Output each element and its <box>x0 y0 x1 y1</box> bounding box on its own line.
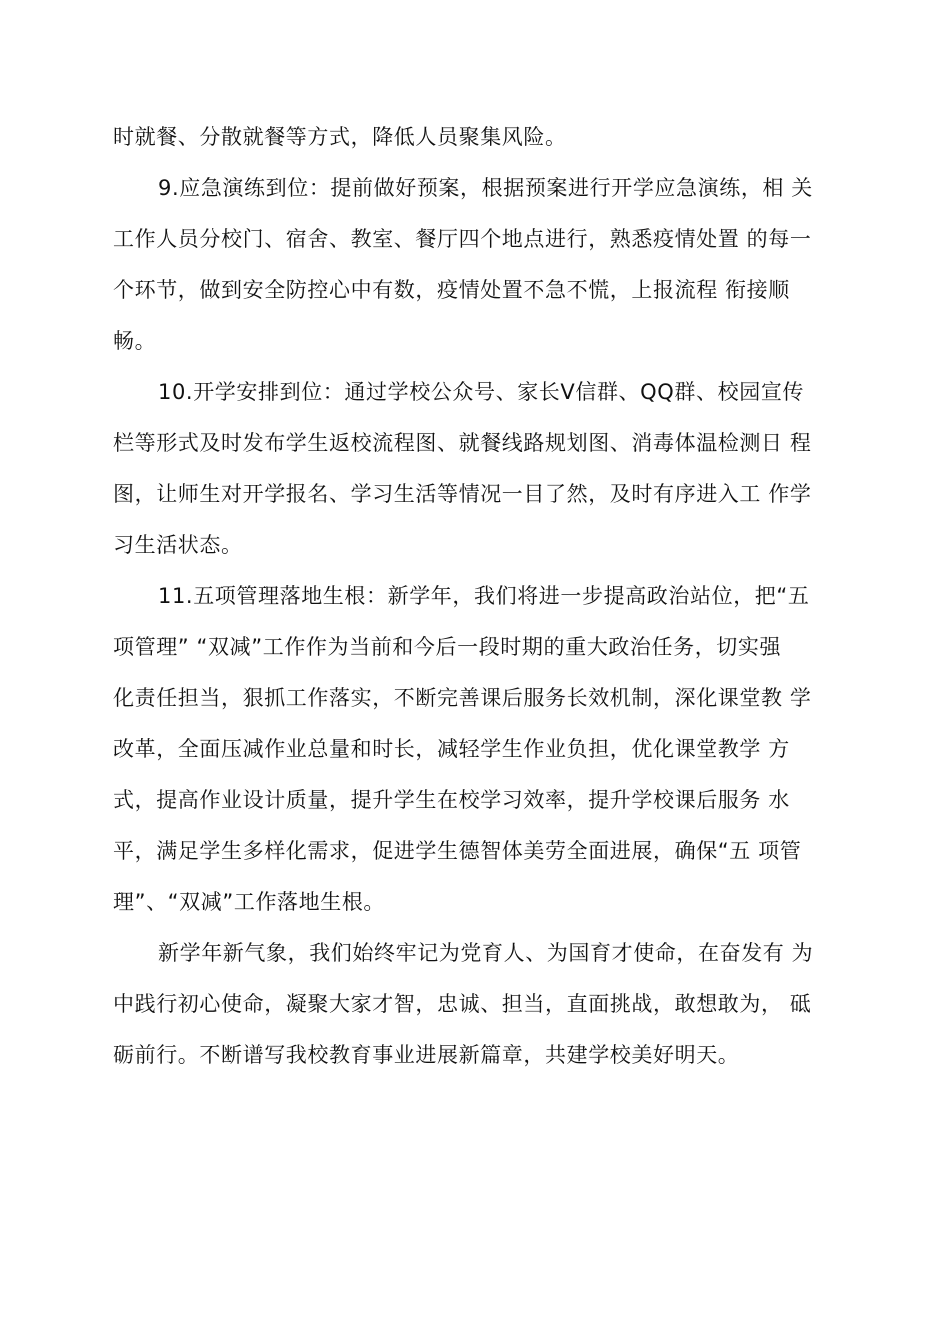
body-text-line: 时就餐、分散就餐等方式，降低人员聚集风险。 <box>113 125 567 149</box>
body-text-line: 习生活状态。 <box>113 533 243 557</box>
body-text-line: 砺前行。不断谱写我校教育事业进展新篇章，共建学校美好明天。 <box>113 1043 740 1067</box>
paragraph-9-first-line: 9.应急演练到位：提前做好预案，根据预案进行开学应急演练，相 关 <box>158 176 813 200</box>
body-text-line: 中践行初心使命，凝聚大家才智，忠诚、担当，直面挑战，敢想敢为， 砥 <box>113 992 812 1016</box>
body-text-line: 理”、“双减”工作落地生根。 <box>113 890 386 914</box>
body-text-line: 改革，全面压减作业总量和时长，减轻学生作业负担，优化课堂教学 方 <box>113 737 790 761</box>
body-text-line: 项管理” “双减”工作作为当前和今后一段时期的重大政治任务，切实强 <box>113 635 782 659</box>
body-text-line: 畅。 <box>113 329 157 353</box>
body-text-line: 平，满足学生多样化需求，促进学生德智体美劳全面进展，确保“五 项管 <box>113 839 802 863</box>
body-text-line: 栏等形式及时发布学生返校流程图、就餐线路规划图、消毒体温检测日 程 <box>113 431 812 455</box>
closing-paragraph-first-line: 新学年新气象，我们始终牢记为党育人、为国育才使命，在奋发有 为 <box>158 941 814 965</box>
body-text-line: 工作人员分校门、宿舍、教室、餐厅四个地点进行，熟悉疫情处置 的每一 <box>113 227 812 251</box>
body-text-line: 图，让师生对开学报名、学习生活等情况一目了然，及时有序进入工 作学 <box>113 482 812 506</box>
body-text-line: 个环节，做到安全防控心中有数，疫情处置不急不慌，上报流程 衔接顺 <box>113 278 790 302</box>
paragraph-10-first-line: 10.开学安排到位：通过学校公众号、家长V信群、QQ群、校园宣传 <box>158 380 805 404</box>
body-text-line: 式，提高作业设计质量，提升学生在校学习效率，提升学校课后服务 水 <box>113 788 790 812</box>
paragraph-11-first-line: 11.五项管理落地生根：新学年，我们将进一步提高政治站位，把“五 <box>158 584 810 608</box>
body-text-line: 化责任担当，狠抓工作落实，不断完善课后服务长效机制，深化课堂教 学 <box>113 686 812 710</box>
